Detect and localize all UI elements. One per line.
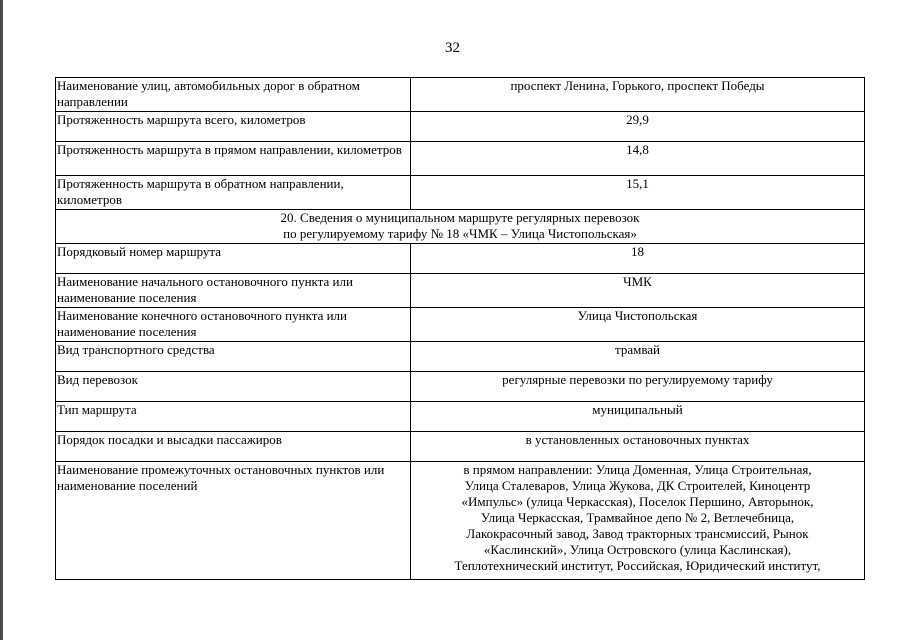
row-value: регулярные перевозки по регулируемому тарифу xyxy=(411,372,865,402)
intermediate-stops-line: Улица Черкасская, Трамвайное депо № 2, Ветлечебница, xyxy=(480,510,795,525)
row-value: 15,1 xyxy=(411,176,865,210)
row-label: Вид перевозок xyxy=(56,372,411,402)
row-label: Наименование конечного остановочного пункта или наименование поселения xyxy=(56,308,411,342)
row-label: Наименование начального остановочного пункта или наименование поселения xyxy=(56,274,411,308)
table-row xyxy=(56,176,865,210)
row-value: проспект Ленина, Горького, проспект Победы xyxy=(411,78,865,112)
intermediate-stops-line: Теплотехнический институт, Российская, Юридический институт, xyxy=(454,558,821,573)
row-value: муниципальный xyxy=(411,402,865,432)
row-label: Протяженность маршрута в обратном направлении, километров xyxy=(56,176,411,210)
intermediate-stops-line: в прямом направлении: Улица Доменная, Улица Строительная, xyxy=(463,462,812,477)
table-row xyxy=(56,308,865,342)
intermediate-stops-line: Лакокрасочный завод, Завод тракторных трансмиссий, Рынок xyxy=(466,526,809,541)
row-value: в установленных остановочных пунктах xyxy=(411,432,865,462)
section-heading-line2: по регулируемому тарифу № 18 «ЧМК – Улица Чистопольская» xyxy=(283,226,637,241)
section-heading xyxy=(56,210,865,244)
table-row xyxy=(56,432,865,462)
route-info-table xyxy=(55,77,865,580)
table-row xyxy=(56,274,865,308)
row-label: Вид транспортного средства xyxy=(56,342,411,372)
table-row xyxy=(56,78,865,112)
intermediate-stops-line: «Каслинский», Улица Островского (улица Каслинская), xyxy=(483,542,792,557)
row-label: Протяженность маршрута всего, километров xyxy=(56,112,411,142)
row-label: Протяженность маршрута в прямом направлении, километров xyxy=(56,142,411,176)
intermediate-stops-line: «Импульс» (улица Черкасская), Поселок Першино, Авторынок, xyxy=(461,494,814,509)
row-value: Улица Чистопольская xyxy=(411,308,865,342)
table-row xyxy=(56,402,865,432)
scan-left-edge xyxy=(0,0,3,640)
row-value: трамвай xyxy=(411,342,865,372)
section-heading-line1: 20. Сведения о муниципальном маршруте регулярных перевозок xyxy=(280,210,640,225)
row-label: Тип маршрута xyxy=(56,402,411,432)
intermediate-stops-list xyxy=(411,462,865,580)
row-value: 29,9 xyxy=(411,112,865,142)
table-row xyxy=(56,142,865,176)
row-label: Наименование улиц, автомобильных дорог в обратном направлении xyxy=(56,78,411,112)
row-value: ЧМК xyxy=(411,274,865,308)
row-value: 18 xyxy=(411,244,865,274)
table-row xyxy=(56,112,865,142)
row-label: Порядковый номер маршрута xyxy=(56,244,411,274)
row-label: Наименование промежуточных остановочных пунктов или наименование поселений xyxy=(56,462,411,580)
intermediate-stops-line: Улица Сталеваров, Улица Жукова, ДК Строителей, Киноцентр xyxy=(464,478,811,493)
section-heading-row xyxy=(56,210,865,244)
table-row xyxy=(56,342,865,372)
table-row xyxy=(56,244,865,274)
table-row-intermediate-stops xyxy=(56,462,865,580)
row-label: Порядок посадки и высадки пассажиров xyxy=(56,432,411,462)
row-value: 14,8 xyxy=(411,142,865,176)
table-row xyxy=(56,372,865,402)
page-number: 32 xyxy=(445,40,460,56)
